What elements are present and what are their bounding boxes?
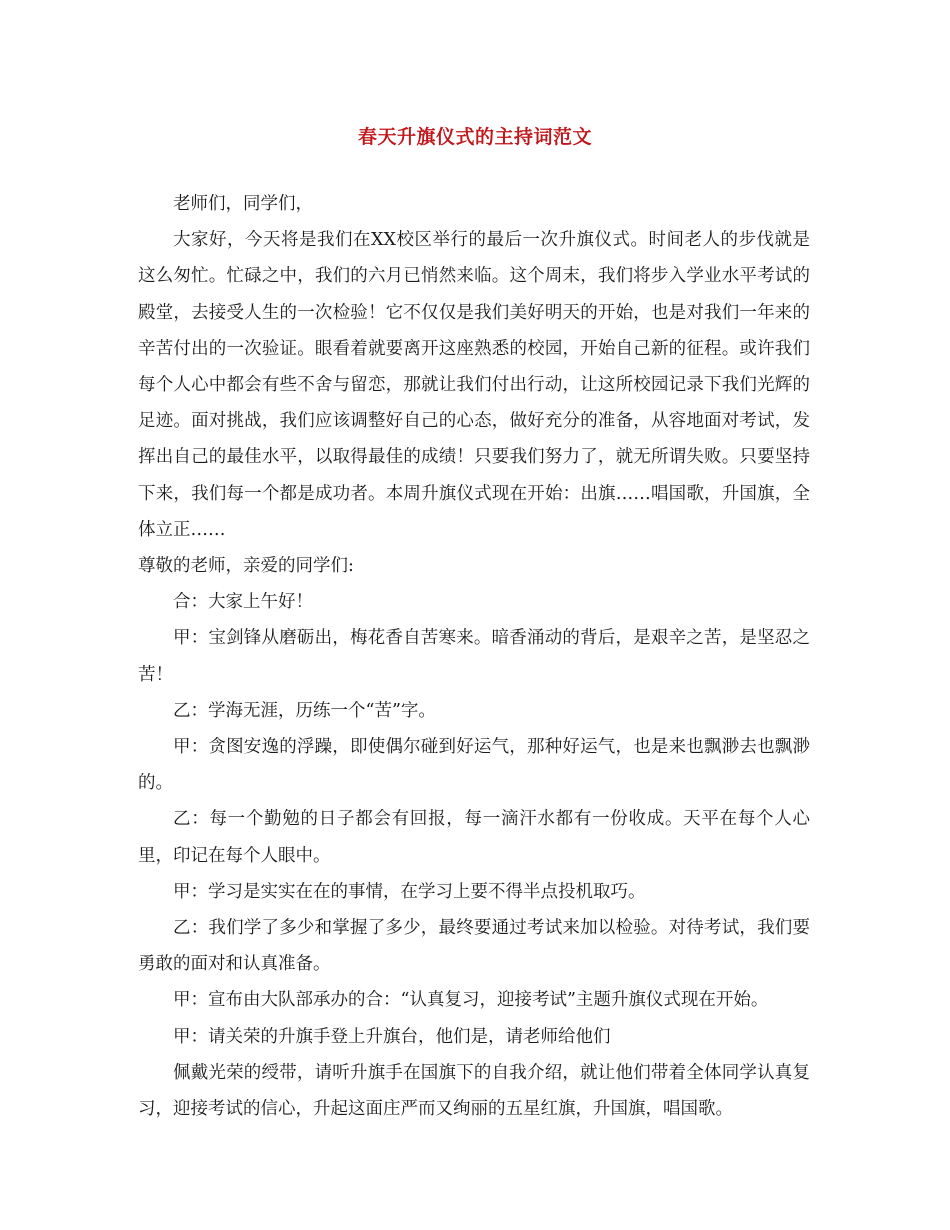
paragraph-salutation: 尊敬的老师，亲爱的同学们: bbox=[138, 556, 354, 577]
paragraph-dialogue-jia-4: 甲：宣布由大队部承办的合：“认真复习，迎接考试”主题升旗仪式现在开始。 bbox=[173, 990, 769, 1011]
paragraph-closing: 佩戴光荣的绶带，请听升旗手在国旗下的自我介绍，就让他们带着全体同学认真复习，迎接考试的信心，升起这面庄严而又绚丽的五星红旗，升国旗，唱国歌。 bbox=[138, 1062, 810, 1120]
paragraph-dialogue-jia-1: 甲：宝剑锋从磨砺出，梅花香自苦寒来。暗香涌动的背后，是艰辛之苦，是坚忍之苦！ bbox=[138, 628, 810, 685]
paragraph-dialogue-jia-3: 甲：学习是实实在在的事情，在学习上要不得半点投机取巧。 bbox=[173, 881, 646, 902]
paragraph-dialogue-jia-5: 甲：请关荣的升旗手登上升旗台，他们是，请老师给他们 bbox=[173, 1026, 611, 1047]
document-body bbox=[138, 186, 810, 1127]
paragraph-dialogue-yi-1: 乙：学海无涯，历练一个“苦”字。 bbox=[173, 700, 436, 721]
document-title: 春天升旗仪式的主持词范文 bbox=[357, 126, 592, 148]
paragraph-dialogue-jia-2: 甲：贪图安逸的浮躁，即使偶尔碰到好运气，那种好运气，也是来也飘渺去也飘渺的。 bbox=[138, 737, 810, 794]
paragraph-opening-speech: 大家好，今天将是我们在XX校区举行的最后一次升旗仪式。时间老人的步伐就是这么匆忙。忙碌之中，我们的六月已悄然来临。这个周末，我们将步入学业水平考试的殿堂，去接受人生的一次检验！它不仅仅是我们美好明天的开始，也是对我们一年来的辛苦付出的一次验证。眼看着就要离开这座熟悉的校园，开始自己新的征程。或许我们每个人心中都会有些不舍与留恋，那就让我们付出行动，让这所校园记录下我们光辉的足迹。面对挑战，我们应该调整好自己的心态，做好充分的准备，从容地面对考试，发挥出自己的最佳水平，以取得最佳的成绩！只要我们努力了，就无所谓失败。只要坚持下来，我们每一个都是成功者。本周升旗仪式现在开始：出旗……唱国歌，升国旗，全体立正…… bbox=[138, 230, 810, 540]
paragraph-dialogue-yi-2: 乙：每一个勤勉的日子都会有回报，每一滴汗水都有一份收成。天平在每个人心里，印记在每个人眼中。 bbox=[138, 809, 810, 866]
paragraph-dialogue-yi-3: 乙：我们学了多少和掌握了多少，最终要通过考试来加以检验。对待考试，我们要勇敢的面对和认真准备。 bbox=[138, 918, 810, 975]
paragraph-greeting: 老师们，同学们， bbox=[173, 194, 313, 214]
paragraph-dialogue-he: 合：大家上午好！ bbox=[173, 592, 313, 613]
